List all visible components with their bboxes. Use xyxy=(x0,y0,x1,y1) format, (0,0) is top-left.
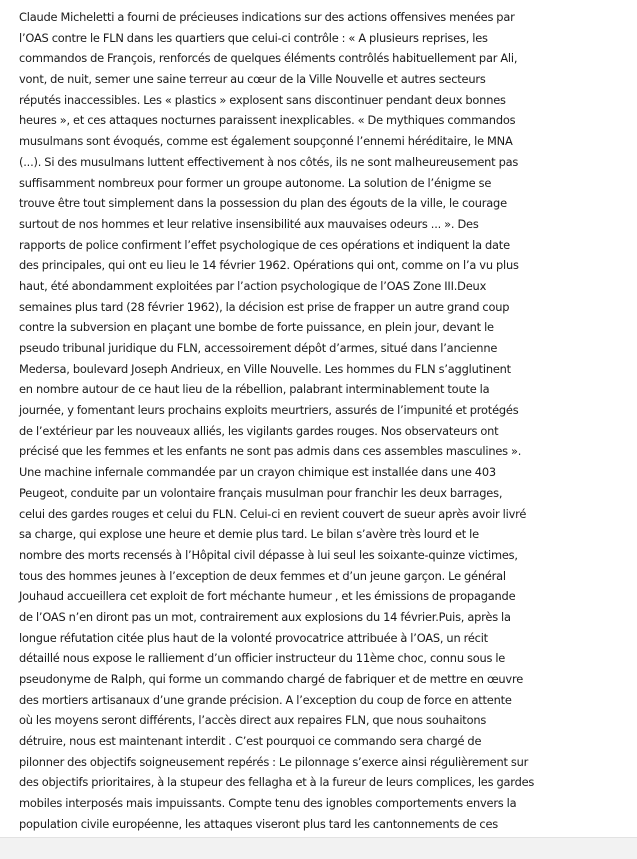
text-line: des mortiers artisanaux d’une grande précision. A l’exception du coup de force en attente xyxy=(19,692,512,707)
text-line: pilonner des objectifs soigneusement repérés : Le pilonnage s’exerce ainsi régulièrement sur xyxy=(19,754,529,769)
text-line: (...). Si des musulmans luttent effectivement à nos côtés, ils ne sont malheureusement pas xyxy=(19,154,519,169)
text-line: contre la subversion en plaçant une bombe de forte puissance, en plein jour, devant le xyxy=(19,320,494,335)
text-line: celui des gardes rouges et celui du FLN. Celui-ci en revient couvert de sueur après avoir livré xyxy=(19,506,527,521)
text-line: Une machine infernale commandée par un crayon chimique est installée dans une 403 xyxy=(19,465,496,480)
text-line: commandos de François, renforcés de quelques éléments contrôlés habituellement par Ali, xyxy=(19,51,518,66)
text-line: longue réfutation citée plus haut de la volonté provocatrice attribuée à l’OAS, un récit xyxy=(19,630,488,645)
text-line: surtout de nos hommes et leur relative insensibilité aux mauvaises odeurs ... ». Des xyxy=(19,216,479,231)
text-line: population civile européenne, les attaques viseront plus tard les cantonnements de ces xyxy=(19,816,499,831)
text-line: l’OAS contre le FLN dans les quartiers que celui-ci contrôle : « A plusieurs reprises, les xyxy=(19,30,488,45)
text-line: heures », et ces attaques nocturnes paraissent inexplicables. « De mythiques commandos xyxy=(19,113,516,128)
text-line: détaillé nous expose le ralliement d’un officier instructeur du 11ème choc, connu sous le xyxy=(19,651,506,666)
text-line: rapports de police confirment l’effet psychologique de ces opérations et indiquent la date xyxy=(19,237,510,252)
text-line: sa charge, qui explose une heure et demie plus tard. Le bilan s’avère très lourd et le xyxy=(19,527,479,542)
document-text xyxy=(19,7,624,835)
text-line: nombre des morts recensés à l’Hôpital civil dépasse à lui seul les soixante-quinze victimes, xyxy=(19,547,518,562)
text-line: Peugeot, conduite par un volontaire français musulman pour franchir les deux barrages, xyxy=(19,485,503,500)
text-line: de l’OAS n’en diront pas un mot, contrairement aux explosions du 14 février.Puis, après la xyxy=(19,609,511,624)
text-line: pseudonyme de Ralph, qui forme un commando chargé de fabriquer et de mettre en œuvre xyxy=(19,672,524,686)
text-line: vont, de nuit, semer une saine terreur au cœur de la Ville Nouvelle et autres secteurs xyxy=(19,72,486,87)
text-line: tous des hommes jeunes à l’exception de deux femmes et d’un jeune garçon. Le général xyxy=(19,568,506,583)
text-line: mobiles interposés mais impuissants. Compte tenu des ignobles comportements envers la xyxy=(19,796,517,811)
text-line: semaines plus tard (28 février 1962), la décision est prise de frapper un autre grand coup xyxy=(19,299,510,314)
text-line: Jouhaud accueillera cet exploit de fort méchante humeur , et les émissions de propagande xyxy=(19,589,516,604)
text-line: musulmans sont évoqués, comme est également soupçonné l’ennemi héréditaire, le MNA xyxy=(19,134,513,149)
text-line: journée, y fomentant leurs prochains exploits meurtriers, assurés de l’impunité et protégés xyxy=(19,403,519,418)
text-line: des principales, qui ont eu lieu le 14 février 1962. Opérations qui ont, comme on l’a vu plus xyxy=(19,258,519,273)
text-line: réputés inaccessibles. Les « plastics » explosent sans discontinuer pendant deux bonnes xyxy=(19,92,506,107)
text-line: des objectifs prioritaires, à la stupeur des fellagha et à la fureur de leurs complices, les gardes xyxy=(19,775,535,790)
text-line: Medersa, boulevard Joseph Andrieux, en Ville Nouvelle. Les hommes du FLN s’agglutinent xyxy=(19,361,511,376)
text-line: de l’extérieur par les nouveaux alliés, les vigilants gardes rouges. Nos observateurs ont xyxy=(19,423,499,438)
text-line: pseudo tribunal juridique du FLN, accessoirement dépôt d’armes, situé dans l’ancienne xyxy=(19,341,498,355)
text-line: précisé que les femmes et les enfants ne sont pas admis dans ces assembles masculines ». xyxy=(19,444,522,459)
text-line: Claude Micheletti a fourni de précieuses indications sur des actions offensives menées par xyxy=(19,10,515,24)
text-line: trouve être tout simplement dans la possession du plan des égouts de la ville, le courage xyxy=(19,196,507,211)
text-line: en nombre autour de ce haut lieu de la rébellion, palabrant interminablement toute la xyxy=(19,382,490,397)
text-line: haut, été abondamment exploitées par l’action psychologique de l’OAS Zone III.Deux xyxy=(19,278,487,293)
status-bar xyxy=(0,837,637,859)
text-line: où les moyens seront différents, l’accès direct aux repaires FLN, que nous souhaitons xyxy=(19,713,487,728)
text-line: suffisamment nombreux pour former un groupe autonome. La solution de l’énigme se xyxy=(19,175,492,190)
text-line: détruire, nous est maintenant interdit . C’est pourquoi ce commando sera chargé de xyxy=(19,734,482,749)
